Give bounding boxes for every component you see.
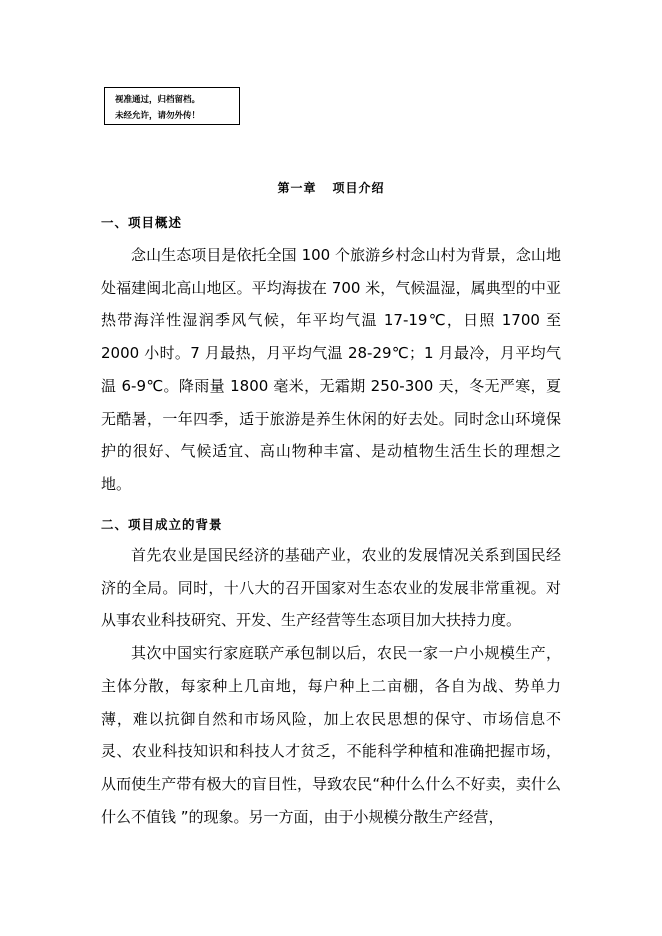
section-2-paragraph-1: 首先农业是国民经济的基础产业，农业的发展情况关系到国民经济的全局。同时，十八大的召开国家对生态农业的发展非常重视。对从事农业科技研究、开发、生产经营等生态项目加大扶持力度。: [101, 546, 561, 630]
notice-line-1: 视准通过，归档留档。: [115, 95, 201, 105]
confidential-notice-box: [104, 87, 240, 125]
chapter-title: [0, 179, 662, 196]
section-1-heading: 一、项目概述: [101, 215, 183, 230]
section-1-body: [101, 239, 561, 501]
section-2-heading: 二、项目成立的背景: [101, 517, 223, 532]
section-1-paragraph: 念山生态项目是依托全国 100 个旅游乡村念山村为背景，念山地处福建闽北高山地区。平均海拔在 700 米，气候温湿，属典型的中亚热带海洋性湿润季风气候，年平均气温 17-19℃，日照 1700 至 2000 小时。7 月最热，月平均气温 28-29℃；1 月最冷，月平均气温 6-9℃。降雨量 1800 毫米，无霜期 250-300 天，冬无严寒，夏无酷暑，一年四季，适于旅游是养生休闲的好去处。同时念山环境保护的很好、气候适宜、高山物种丰富、是动植物生活生长的理想之地。: [101, 246, 561, 493]
chapter-name: 项目介绍: [332, 181, 385, 195]
section-2-body: [101, 539, 561, 833]
notice-line-2: 未经允许，请勿外传！: [115, 111, 201, 121]
chapter-number: 第一章: [277, 181, 317, 195]
section-2-paragraph-2: 其次中国实行家庭联产承包制以后，农民一家一户小规模生产，主体分散，每家种上几亩地，每户种上二亩棚，各自为战、势单力薄，难以抗御自然和市场风险，加上农民思想的保守、市场信息不灵、农业科技知识和科技人才贫乏，不能科学种植和准确把握市场，从而使生产带有极大的盲目性，导致农民“种什么什么不好卖，卖什么什么不值钱 ”的现象。另一方面，由于小规模分散生产经营，: [101, 644, 561, 826]
